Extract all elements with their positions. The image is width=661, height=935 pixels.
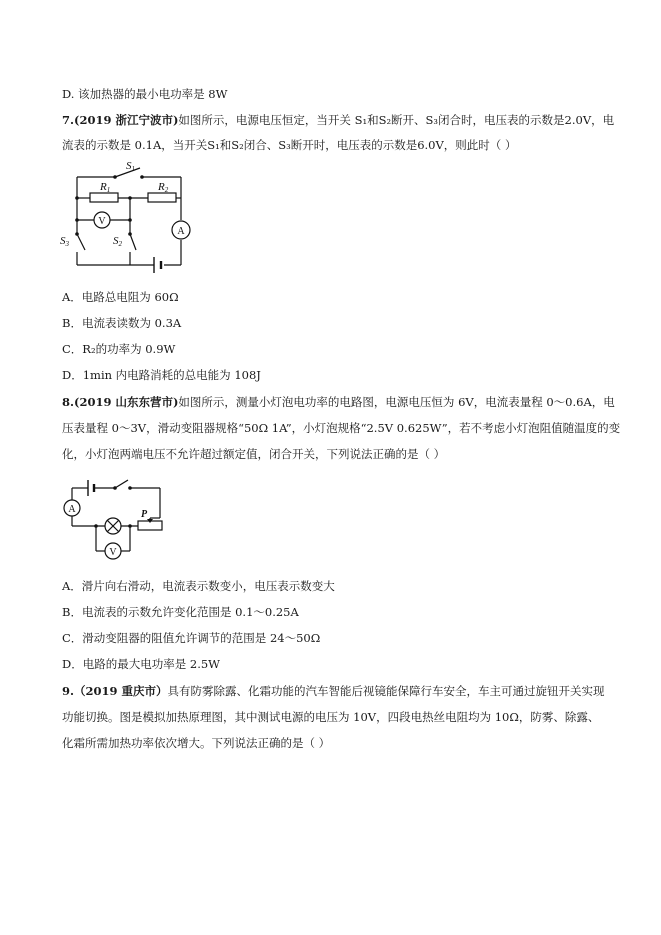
q8-switch-blade: [115, 480, 128, 488]
q7-number: 7.: [62, 113, 75, 127]
q7-text-1: 如图所示，电源电压恒定，当开关 S₁和S₂断开、S₃闭合时，电压表的示数是2.0V，电: [178, 113, 615, 127]
q9-source: （2019 重庆市）: [74, 684, 168, 698]
q7-resistor-r2: [148, 193, 176, 202]
q8-ammeter-label: A: [68, 504, 76, 515]
q8-option-c: C．滑动变阻器的阻值允许调节的范围是 24～50Ω: [62, 631, 321, 645]
q7-line-1: [62, 112, 614, 128]
q7-voltmeter-label: V: [98, 216, 106, 227]
q9-number: 9.: [62, 684, 75, 698]
q9-text-1: 具有防雾除露、化霜功能的汽车智能后视镜能保障行车安全，车主可通过旋钮开关实现: [167, 684, 605, 698]
q7-label-s3: S3: [60, 235, 69, 248]
q9-line-2: 功能切换。图是模拟加热原理图，其中测试电源的电压为 10V，四段电热丝电阻均为 10Ω，防雾、除露、: [62, 710, 600, 724]
q8-voltmeter-label: V: [109, 547, 117, 558]
q7-label-s1: S1: [126, 160, 135, 173]
q7-ammeter-label: A: [177, 226, 185, 237]
q8-slider-label: P: [140, 509, 148, 520]
prev-option-d: D. 该加热器的最小电功率是 8W: [62, 87, 228, 101]
q8-line-1: [62, 394, 615, 410]
q7-line-2: 流表的示数是 0.1A，当开关S₁和S₂闭合、S₃断开时，电压表的示数是6.0V，则此时（ ）: [62, 138, 517, 152]
q7-option-c: C．R₂的功率为 0.9W: [62, 342, 176, 356]
q7-resistor-r1: [90, 193, 118, 202]
q7-option-a: A．电路总电阻为 60Ω: [62, 290, 179, 304]
q8-option-d: D．电路的最大电功率是 2.5W: [62, 657, 220, 671]
q8-source: (2019 山东东营市): [74, 395, 179, 409]
q8-number: 8.: [62, 395, 75, 409]
q8-text-1: 如图所示，测量小灯泡电功率的电路图，电源电压恒为 6V，电流表量程 0～0.6A，电: [178, 395, 615, 409]
q8-option-a: A．滑片向右滑动，电流表示数变小，电压表示数变大: [62, 579, 335, 593]
q7-switch-s3-blade: [77, 234, 85, 250]
q7-source: (2019 浙江宁波市): [74, 113, 179, 127]
q8-option-b: B．电流表的示数允许变化范围是 0.1～0.25A: [62, 605, 299, 619]
q7-option-b: B．电流表读数为 0.3A: [62, 316, 182, 330]
q8-circuit-diagram: [60, 472, 170, 570]
q7-label-s2: S2: [113, 235, 122, 248]
q7-circuit-diagram: [60, 160, 200, 278]
q9-line-1: [62, 683, 605, 699]
q7-label-r1: R1: [100, 181, 111, 194]
q8-line-3: 化，小灯泡两端电压不允许超过额定值，闭合开关，下列说法正确的是（ ）: [62, 447, 446, 461]
q8-line-2: 压表量程 0～3V，滑动变阻器规格“50Ω 1A”，小灯泡规格“2.5V 0.625W”，若不考虑小灯泡阻值随温度的变: [62, 421, 621, 435]
q7-option-d: D．1min 内电路消耗的总电能为 108J: [62, 368, 261, 382]
q9-line-3: 化霜所需加热功率依次增大。下列说法正确的是（ ）: [62, 736, 331, 750]
q7-switch-s2-blade: [130, 234, 136, 250]
q7-label-r2: R2: [158, 181, 169, 194]
